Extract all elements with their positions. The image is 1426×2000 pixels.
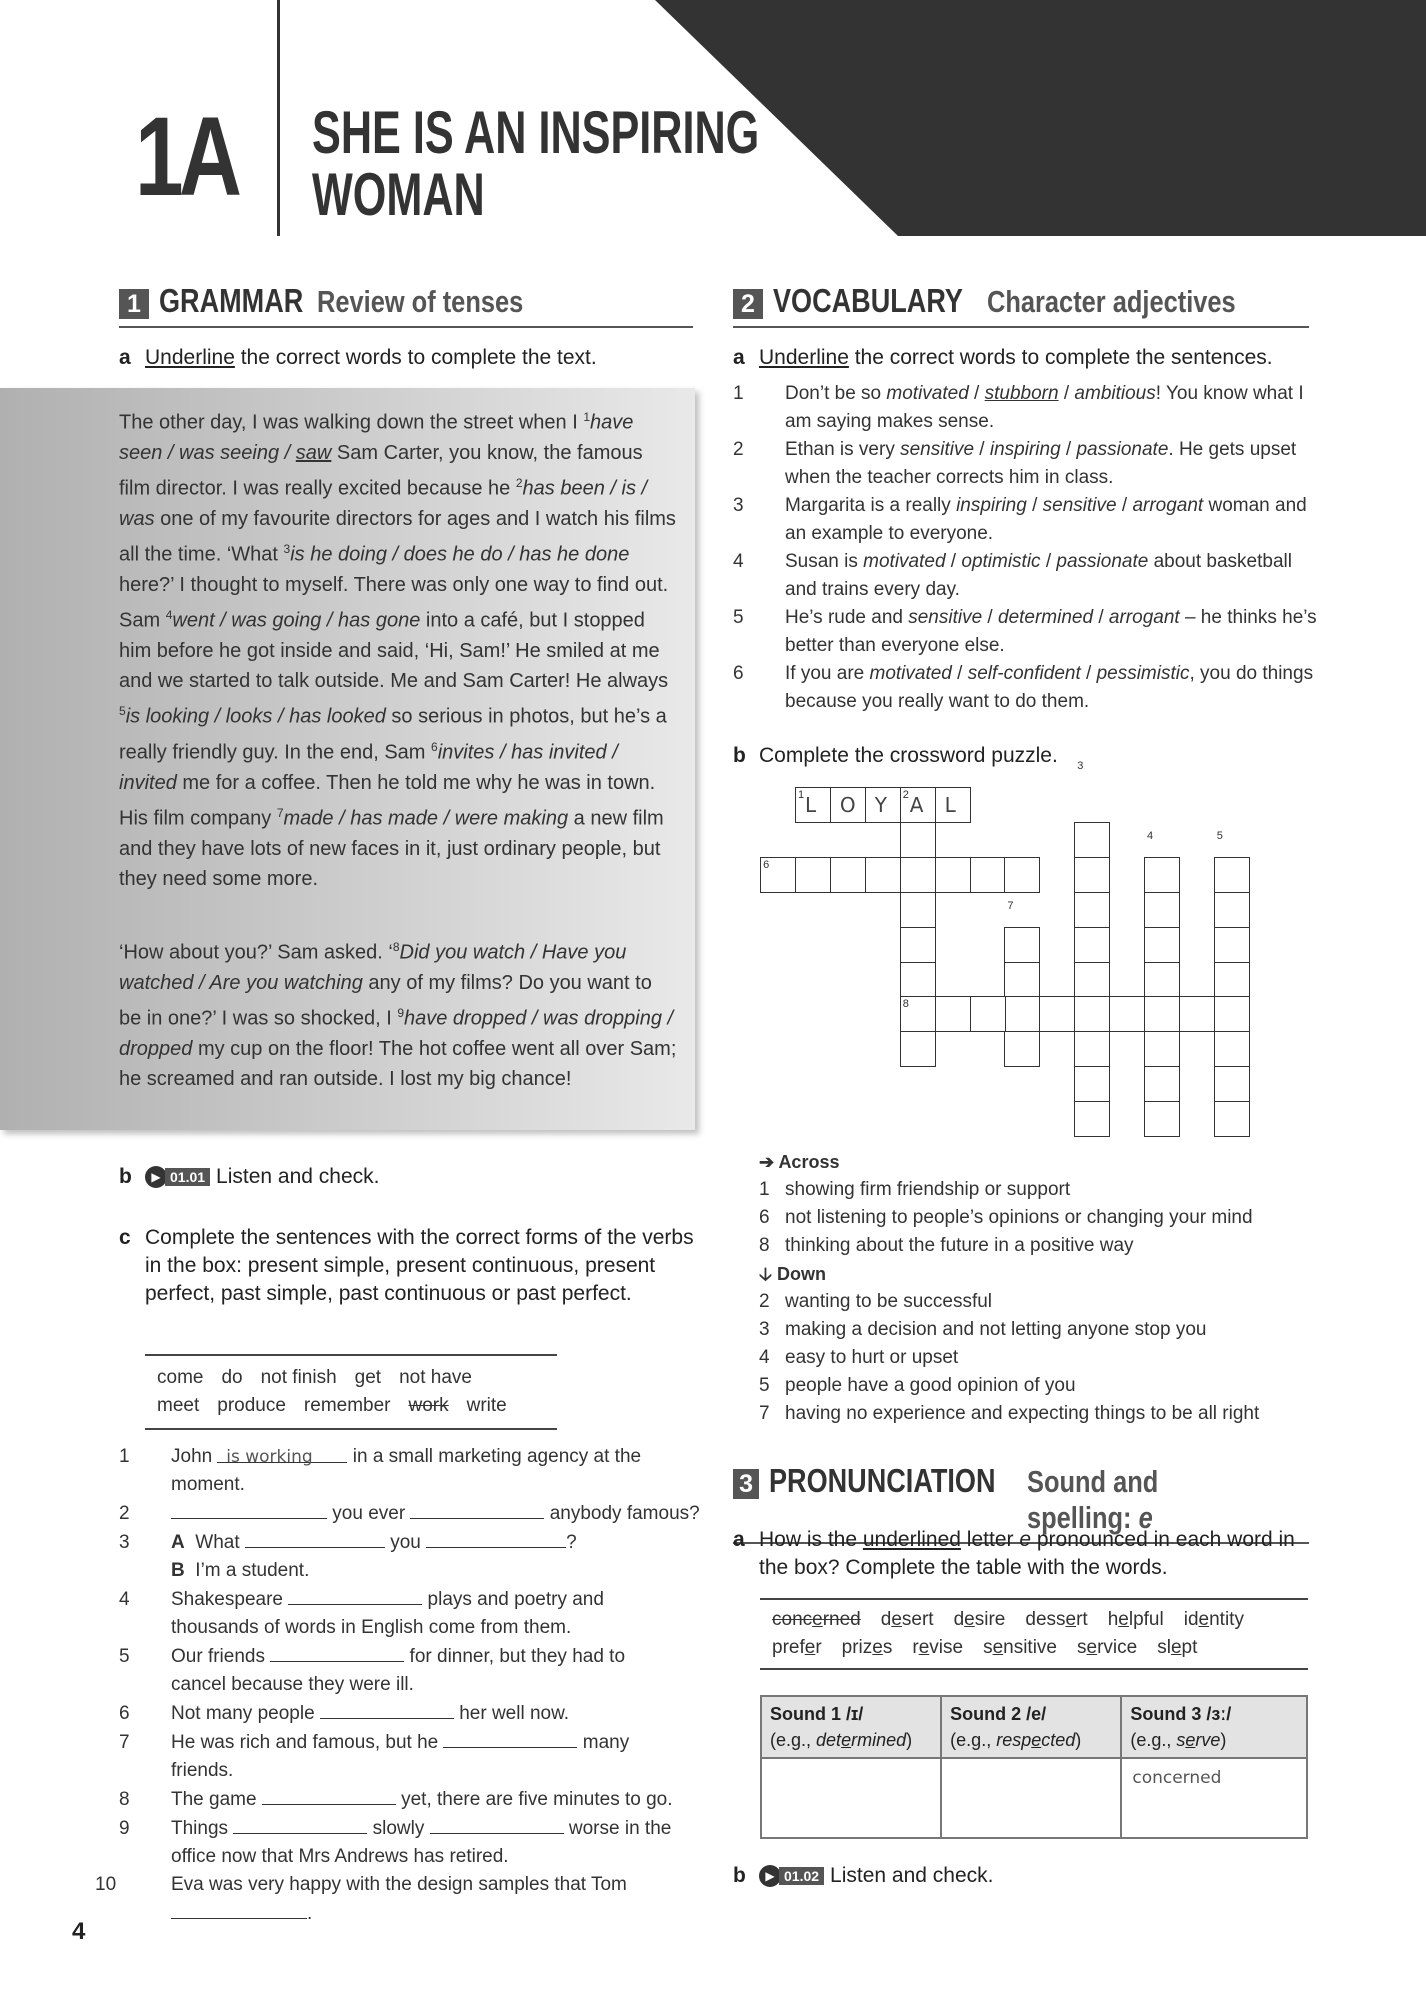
text-run: me for a coffee. Then he told me why he was in town. His film company	[119, 772, 656, 831]
text-run: went / was going / has gone	[172, 609, 421, 632]
text-run: inspiring	[956, 495, 1027, 516]
section-subtitle: Sound and spelling: e	[1027, 1464, 1159, 1535]
word-item: prefer	[772, 1637, 822, 1658]
grammar-header	[119, 282, 693, 328]
task-letter: a	[733, 1528, 745, 1551]
text-run: Ethan is very	[785, 439, 901, 460]
text-run: ! You know what I am saying makes sense.	[785, 383, 1304, 432]
task-text: Complete the sentences with the correct forms of the verbs in the box: present simple, present continuous, present perfect, past simple, past continuous or past perfect.	[145, 1226, 694, 1305]
sound-table	[760, 1695, 1308, 1839]
text-run: 6	[431, 740, 438, 755]
text-run: made / has made / were making	[283, 808, 569, 831]
verb-item: remember	[303, 1395, 391, 1416]
crossword-cell[interactable]	[1004, 927, 1040, 963]
list-item: 3 Margarita is a really inspiring / sensitive / arrogant woman and an example to everyone.	[733, 495, 1307, 544]
word-item: sensitive	[983, 1637, 1057, 1658]
verb-row	[157, 1364, 545, 1392]
list-item: 3 A What you ? B I’m a student.	[145, 1528, 705, 1585]
text-run: into a café, but I stopped him before he got inside and said, ‘Hi, Sam!’ He smiled at me and we started to talk outside. Me and Sam Carter! He always	[119, 609, 669, 693]
clue-item: 8 thinking about the future in a positive way	[759, 1235, 1134, 1256]
sound-2-cell[interactable]	[941, 1758, 1121, 1838]
crossword-cell[interactable]	[1144, 1066, 1180, 1102]
list-item: 2 Ethan is very sensitive / inspiring / passionate. He gets upset when the teacher corrects him in class.	[733, 439, 1297, 488]
text-run: /	[1093, 607, 1109, 628]
word-box	[760, 1598, 1308, 1670]
task-letter: a	[119, 346, 131, 369]
task-letter: b	[733, 744, 746, 767]
crossword-cell[interactable]	[1074, 892, 1110, 928]
crossword-letter: L	[944, 793, 956, 817]
text-run: Margarita is a really	[785, 495, 957, 516]
text-run: any of my films? Do you want to be in one?’ I was so shocked, I	[119, 971, 652, 1030]
clue-item: 7 having no experience and expecting things to be all right	[759, 1403, 1260, 1424]
text-run: my cup on the floor! The hot coffee went all over Sam; he screamed and ran outside. I lost my big chance!	[119, 1037, 677, 1091]
word-item: desire	[953, 1609, 1006, 1630]
crossword-cell[interactable]	[1074, 1031, 1110, 1067]
crossword-cell[interactable]	[1074, 822, 1110, 858]
down-heading: 🡣 Down	[759, 1264, 826, 1284]
crossword-number: 7	[1007, 899, 1014, 912]
pronunciation-task-a: a How is the underlined letter e pronounced in each word in the box? Complete the table with the words.	[733, 1528, 1295, 1579]
clue-item: 2 wanting to be successful	[759, 1291, 993, 1312]
clue-item: 6 not listening to people’s opinions or changing your mind	[759, 1207, 1253, 1228]
word-item: desert	[880, 1609, 934, 1630]
story-paragraph-1	[119, 402, 679, 895]
sound-3-cell[interactable]	[1121, 1758, 1307, 1838]
text-run: pessimistic	[1096, 663, 1190, 684]
task-letter: b	[119, 1165, 132, 1188]
play-icon: ▶	[145, 1166, 167, 1188]
audio-play-button[interactable]	[145, 1166, 210, 1188]
answer-blank[interactable]	[171, 1899, 307, 1919]
answer-blank[interactable]	[288, 1585, 422, 1605]
text-run: /	[951, 663, 968, 684]
answer-blank[interactable]	[262, 1785, 396, 1805]
text-run: Susan is	[785, 551, 864, 572]
list-item: 5 Our friends for dinner, but they had to cancel because they were ill.	[145, 1642, 705, 1699]
list-item: 6 If you are motivated / self-confident / pessimistic, you do things because you really want to do them.	[733, 663, 1314, 712]
crossword-cell[interactable]	[970, 996, 1006, 1032]
section-subtitle: Review of tenses	[316, 284, 524, 319]
sound-1-header: Sound 1 /ɪ/ (e.g., determined)	[761, 1696, 941, 1758]
text-run: sensitive	[1042, 495, 1117, 516]
page-title-line1: SHE IS AN INSPIRING	[312, 99, 760, 166]
text-run: a new film and they have lots of new faces in it, just ordinary people, but they need some more.	[119, 808, 664, 891]
grammar-task-a	[119, 344, 693, 372]
answer-blank[interactable]	[233, 1814, 367, 1834]
verb-item: not have	[399, 1367, 472, 1388]
page-title-line2: WOMAN	[312, 161, 485, 228]
crossword-cell[interactable]	[1109, 996, 1145, 1032]
crossword-cell[interactable]	[935, 857, 971, 893]
list-item: 4 Susan is motivated / optimistic / passionate about basketball and trains every day.	[733, 551, 1292, 600]
text-run: arrogant	[1132, 495, 1204, 516]
list-item: 1 Don’t be so motivated / stubborn / ambitious! You know what I am saying makes sense.	[733, 383, 1304, 432]
task-text: Listen and check.	[830, 1864, 994, 1887]
section-subtitle: Character adjectives	[986, 284, 1236, 319]
crossword-number: 4	[1147, 829, 1154, 842]
crossword-cell[interactable]	[1214, 1101, 1250, 1137]
text-run: passionate	[1056, 551, 1149, 572]
underline-word: Underline	[145, 346, 235, 369]
crossword-cell[interactable]	[970, 857, 1006, 893]
text-run: is looking / looks / has looked	[125, 706, 386, 729]
crossword-cell[interactable]	[1214, 962, 1250, 998]
text-run: here?’ I thought to myself. There was only one way to find out. Sam	[119, 573, 669, 632]
arrow-right-icon: ➔	[759, 1152, 775, 1172]
title-divider	[277, 0, 280, 236]
crossword-cell[interactable]	[1144, 1031, 1180, 1067]
crossword-number: 1	[798, 789, 805, 801]
task-text: Complete the crossword puzzle.	[759, 744, 1058, 767]
list-item: 1 John is working in a small marketing agency at the moment.	[145, 1443, 705, 1499]
word-item: helpful	[1107, 1609, 1164, 1630]
word-item: service	[1077, 1637, 1138, 1658]
story-paragraph-2	[119, 932, 679, 1094]
answer-blank[interactable]	[171, 1499, 327, 1519]
verb-item: meet	[157, 1395, 200, 1416]
arrow-down-icon: 🡣	[759, 1264, 772, 1284]
list-item: 10 Eva was very happy with the design samples that Tom .	[95, 1874, 627, 1924]
text-run: /	[974, 439, 990, 460]
vocabulary-task-b	[733, 742, 1058, 770]
answer-blank[interactable]	[443, 1728, 577, 1748]
crossword-cell[interactable]	[1144, 857, 1180, 893]
crossword-number: 6	[763, 858, 770, 871]
text-run: /	[1116, 495, 1133, 516]
sound-3-header: Sound 3 /ɜː/ (e.g., serve)	[1121, 1696, 1307, 1758]
verb-item: do	[221, 1367, 243, 1388]
text-run: /	[945, 551, 962, 572]
text-run: arrogant	[1108, 607, 1180, 628]
crossword-letter: Y	[874, 793, 888, 817]
crossword-cell[interactable]	[865, 857, 901, 893]
crossword-number: 2	[902, 789, 909, 801]
crossword-cell[interactable]	[1074, 857, 1110, 893]
text-run: /	[1080, 663, 1097, 684]
text-run: passionate	[1076, 439, 1169, 460]
crossword-cell[interactable]	[1074, 996, 1110, 1032]
verb-box	[145, 1354, 557, 1430]
verb-item: produce	[217, 1395, 286, 1416]
text-run: 9	[397, 1006, 404, 1021]
grammar-task-b	[119, 1163, 379, 1191]
crossword-letter: O	[839, 793, 856, 817]
verb-item: come	[157, 1367, 204, 1388]
sound-2-header: Sound 2 /e/ (e.g., respected)	[941, 1696, 1121, 1758]
section-number: 3	[733, 1469, 759, 1499]
section-title: PRONUNCIATION	[769, 1462, 996, 1499]
answer-blank[interactable]	[430, 1814, 564, 1834]
task-letter: a	[733, 346, 745, 369]
crossword-cell[interactable]	[1144, 962, 1180, 998]
crossword-cell[interactable]	[1144, 996, 1180, 1032]
text-run: 7	[276, 806, 284, 821]
section-number: 2	[733, 289, 763, 319]
text-run: 1	[583, 410, 591, 424]
text-run: /	[1026, 495, 1043, 516]
crossword-cell[interactable]	[900, 892, 936, 928]
text-run: saw	[295, 441, 332, 464]
task-letter: c	[119, 1226, 131, 1249]
crossword-cell[interactable]	[1004, 857, 1040, 893]
verb-item: work	[408, 1395, 449, 1416]
grammar-sentences	[95, 1443, 705, 1928]
section-title: GRAMMAR	[159, 282, 304, 319]
word-item: identity	[1183, 1609, 1244, 1630]
word-item: concerned	[772, 1609, 861, 1630]
list-item: 6 Not many people her well now.	[145, 1699, 705, 1728]
sound-1-cell[interactable]	[761, 1758, 941, 1838]
text-run: /	[1060, 439, 1077, 460]
answer-blank[interactable]	[270, 1642, 404, 1662]
text-run: sensitive	[908, 607, 983, 628]
word-row	[772, 1634, 1296, 1662]
crossword-cell[interactable]	[1004, 1031, 1040, 1067]
text-run: stubborn	[984, 383, 1059, 404]
crossword-number: 3	[1077, 760, 1084, 773]
text-run: have dropped / was dropping / dropped	[119, 1007, 674, 1060]
verb-item: not finish	[260, 1367, 337, 1388]
crossword-cell[interactable]	[1214, 1031, 1250, 1067]
text-run: 3	[283, 542, 291, 557]
task-text: the correct words to complete the sentences.	[848, 346, 1273, 369]
answer-blank[interactable]	[410, 1499, 544, 1519]
crossword-cell[interactable]	[900, 962, 936, 998]
text-run: is he doing / does he do / has he done	[290, 543, 630, 566]
text-run: one of my favourite directors for ages and I watch his films all the time. ‘What	[119, 507, 676, 566]
word-item: prizes	[841, 1637, 893, 1658]
crossword-number: 5	[1216, 829, 1223, 842]
crossword-cell[interactable]	[1214, 927, 1250, 963]
text-run: The other day, I was walking down the street when I	[119, 411, 584, 434]
list-item: 2 you ever anybody famous?	[145, 1499, 705, 1528]
text-run: about basketball and trains every day.	[785, 551, 1292, 600]
crossword-number: 8	[902, 998, 909, 1011]
task-letter: b	[733, 1864, 746, 1887]
crossword-cell[interactable]	[900, 822, 936, 858]
section-title: VOCABULARY	[773, 282, 963, 319]
audio-play-button[interactable]	[759, 1865, 824, 1887]
text-run: /	[1058, 383, 1075, 404]
crossword-cell[interactable]	[1214, 857, 1250, 893]
text-run: If you are	[785, 663, 870, 684]
example-answer: is working	[226, 1447, 313, 1467]
list-item: 4 Shakespeare plays and poetry and thousands of words in English come from them.	[145, 1585, 705, 1642]
crossword-cell[interactable]	[830, 857, 866, 893]
crossword-cell[interactable]	[1004, 996, 1040, 1032]
crossword-clues	[759, 1148, 1319, 1428]
crossword-cell[interactable]	[1214, 1066, 1250, 1102]
crossword-cell[interactable]	[1074, 927, 1110, 963]
page-number: 4	[72, 1918, 86, 1945]
text-run: – he thinks he’s better than everyone else.	[785, 607, 1317, 656]
crossword-cell[interactable]	[1214, 892, 1250, 928]
text-run: motivated	[886, 383, 969, 404]
text-run: He’s rude and	[785, 607, 909, 628]
list-item: 5 He’s rude and sensitive / determined / arrogant – he thinks he’s better than everyone else.	[733, 607, 1317, 656]
crossword-cell[interactable]	[1004, 962, 1040, 998]
text-run: woman and an example to everyone.	[785, 495, 1307, 544]
crossword-cell[interactable]	[900, 927, 936, 963]
text-run: /	[968, 383, 985, 404]
text-run: motivated	[869, 663, 952, 684]
across-heading: ➔ Across	[759, 1152, 840, 1172]
unit-code: 1A	[135, 94, 238, 219]
crossword-cell[interactable]	[900, 857, 936, 893]
crossword-cell[interactable]	[795, 857, 831, 893]
word-item: dessert	[1025, 1609, 1088, 1630]
list-item: 9 Things slowly worse in the office now that Mrs Andrews has retired.	[145, 1814, 705, 1871]
word-item: slept	[1157, 1637, 1198, 1658]
text-run: . He gets upset when the teacher corrects him in class.	[785, 439, 1297, 488]
text-run: ambitious	[1074, 383, 1156, 404]
crossword-cell[interactable]	[1074, 1101, 1110, 1137]
text-run: /	[1040, 551, 1057, 572]
clue-item: 3 making a decision and not letting anyone stop you	[759, 1319, 1207, 1340]
text-run: self-confident	[967, 663, 1081, 684]
crossword-cell[interactable]	[1074, 962, 1110, 998]
verb-row	[157, 1392, 545, 1420]
pronunciation-task-b	[733, 1862, 993, 1890]
text-run: ‘How about you?’ Sam asked. ‘	[119, 941, 393, 964]
text-run: Did you watch / Have you watched / Are you watching	[119, 941, 627, 994]
play-icon: ▶	[759, 1865, 781, 1887]
vocabulary-task-a	[733, 344, 1323, 372]
list-item: 8 The game yet, there are five minutes to go.	[145, 1785, 705, 1814]
crossword-cell[interactable]	[935, 996, 971, 1032]
vocabulary-items	[733, 380, 1319, 716]
crossword-cell[interactable]	[1144, 892, 1180, 928]
text-run: so serious in photos, but he’s a really friendly guy. In the end, Sam	[119, 706, 667, 764]
text-run: has been / is / was	[119, 477, 648, 530]
grammar-task-c	[119, 1224, 699, 1308]
crossword-cell[interactable]	[1144, 1101, 1180, 1137]
example-answer: concerned	[1132, 1768, 1222, 1788]
verb-item: write	[466, 1395, 507, 1416]
crossword-cell[interactable]	[1179, 996, 1215, 1032]
verb-item: get	[354, 1367, 382, 1388]
text-run: invites / has invited / invited	[119, 741, 618, 795]
crossword-cell[interactable]	[900, 1031, 936, 1067]
text-run: Don’t be so	[785, 383, 887, 404]
word-row	[772, 1606, 1296, 1634]
task-text: Listen and check.	[216, 1165, 380, 1188]
audio-track: 01.02	[779, 1867, 824, 1885]
underline-word: Underline	[759, 346, 849, 369]
section-number: 1	[119, 289, 149, 319]
text-run: motivated	[863, 551, 946, 572]
crossword-letter: L	[805, 793, 817, 817]
clue-item: 4 easy to hurt or upset	[759, 1347, 959, 1368]
text-run: Sam Carter, you know, the famous film director. I was really excited because he	[119, 441, 643, 500]
text-run: 5	[119, 704, 126, 719]
text-run: , you do things because you really want to do them.	[785, 663, 1314, 712]
text-run: inspiring	[989, 439, 1061, 460]
answer-blank[interactable]	[320, 1699, 454, 1719]
text-run: 8	[392, 940, 400, 954]
audio-track: 01.01	[165, 1168, 210, 1186]
text-run: 4	[165, 608, 173, 623]
list-item: 7 He was rich and famous, but he many friends.	[145, 1728, 705, 1785]
text-run: optimistic	[961, 551, 1041, 572]
text-run: have seen / was seeing /	[119, 411, 634, 464]
story-text-box	[0, 388, 695, 1130]
text-run: /	[982, 607, 998, 628]
answer-blank[interactable]	[426, 1528, 566, 1548]
word-item: revise	[912, 1637, 964, 1658]
text-run: determined	[998, 607, 1094, 628]
vocabulary-header	[733, 282, 1309, 328]
task-text: the correct words to complete the text.	[234, 346, 597, 369]
crossword-cell[interactable]	[1039, 996, 1075, 1032]
clue-item: 5 people have a good opinion of you	[759, 1375, 1076, 1396]
answer-blank[interactable]	[245, 1528, 385, 1548]
crossword-cell[interactable]	[1074, 1066, 1110, 1102]
text-run: 2	[515, 476, 523, 491]
text-run: sensitive	[900, 439, 975, 460]
crossword-cell[interactable]	[1144, 927, 1180, 963]
clue-item: 1 showing firm friendship or support	[759, 1179, 1071, 1200]
crossword-cell[interactable]	[1214, 996, 1250, 1032]
crossword-letter: A	[909, 793, 924, 817]
